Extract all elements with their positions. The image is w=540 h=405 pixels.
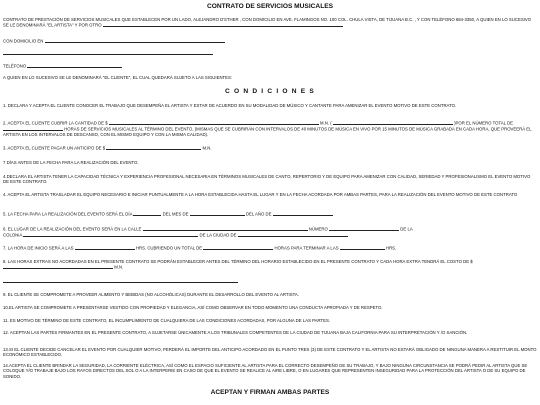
telefono-line	[3, 63, 537, 69]
domicilio-field-2[interactable]	[3, 50, 213, 55]
clause-14: 14.ACEPTA EL CLIENTE BRINDAR LA SEGURIDAD, LA CORRIENTE ELÉCTRICA, ASÍ COMO EL ESPACIO SUFICIENTE AL ARTISTA PARA EL CORRECTO DESEMPEÑO DE SU TRABAJO, Y BAJO NINGUNA CIRCUNSTANCIA SE PODRÁ PEDIR AL ARTISTA QUE SE COLOQUE Y/O TRABAJE BAJO LOS RAYOS DIRECTOS DEL SOL O A LA INTERPERIE EN CASO DE QUE EL EVENTO SE REALICE AL AIRE LIBRE, O EN LUGARES QUE REPRESENTEN INSEGURIDAD PARA LA PROTECCIÓN DEL ARTISTA O DE SU EQUIPO DE SONIDO.	[3, 363, 528, 379]
clause-3	[3, 145, 537, 151]
event-day-field[interactable]	[133, 211, 161, 216]
clause-3-text-b: M.N.	[202, 145, 212, 151]
clause-4b: 4. ACEPTA EL ARTISTA TRASLADAR EL EQUIPO NECESARIO E INICIAR PUNTUALMENTE A LA HORA ESTABLECIDA HASTA EL LUGAR Y EN LA FECHA ACORDADA POR AMBAS PARTES, PARA LA REALIZACIÓN DEL EVENTO MOTIVO DE ESTE CONTRATO	[3, 192, 518, 197]
clause-6-text-b: NÚMERO	[308, 226, 328, 232]
total-hours-field[interactable]	[3, 126, 63, 131]
clause-6	[3, 226, 537, 238]
domicilio-label: CON DOMICILIO EN	[3, 38, 44, 44]
amount-field[interactable]	[109, 120, 319, 125]
clause-1: 1. DECLARA Y ACEPTA EL CLIENTE CONOCER EL TRABAJO QUE DESEMPEÑA EL ARTISTA Y ESTAR DE ACUERDO EN SU MODALIDAD DE MÚSICO Y CANTANTE PARA AMENIZAR EL EVENTO MOTIVO DE ESTE CONTRATO.	[3, 103, 457, 108]
clause-13: 13.SI EL CLIENTE DECIDE CANCELAR EL EVENTO POR CUALQUIER MOTIVO, PERDERÁ EL IMPORTE DEL ANTICIPO ACORDADO EN EL PUNTO TRES (3) DE ESTE CONTRATO Y EL ARTISTA NO ESTARÁ OBLIGADO DE NINGUNA MANERA A RESTITUIR EL MONTO ECONÓMICO ESTABLECIDO.	[3, 347, 537, 358]
anticipo-field[interactable]	[106, 145, 201, 150]
clause-2-text-a: 2. ACEPTA EL CLIENTE CUBRIR LA CANTIDAD DE $	[3, 120, 108, 126]
clause-6-text-d: COLONIA	[3, 232, 23, 238]
clause-8-text-a: 8. LAS HORAS EXTRAS NO ACORDADAS EN EL PRESENTE CONTRATO SE PODRÁN ESTABLECER ANTES DEL TÉRMINO DEL HORARIO ESTABLECIDO EN EL PRESENTE CONTRATO Y CADA HORA EXTRA TENDRÁ EL COSTO DE $	[3, 259, 473, 264]
clause-7	[3, 245, 537, 251]
clause-8	[3, 259, 537, 270]
domicilio-line	[3, 38, 537, 44]
clause-7-text-c: HORAS PARA TERMINAR A LAS	[274, 245, 339, 251]
extra-hour-words-field[interactable]	[3, 278, 238, 283]
cliente-line: A QUIEN EN LO SUCESIVO SE LE DENOMINARÁ "EL CLIENTE", EL CUAL QUEDARÁ SUJETO A LAS SIGUIENTES:	[3, 75, 233, 80]
clause-3-text-a: 3. ACEPTA EL CLIENTE PAGAR UN ANTICIPO DE $	[3, 145, 106, 151]
clause-4a: 4.DECLARA EL ARTISTA TENER LA CAPACIDAD TÉCNICA Y EXPERIENCIA PROFESIONAL NECESARIA EN TÉRMINOS MUSICALES DE CANTO, REPERTORIO Y DE EQUIPO PARA AMENIZAR CON CALIDAD, SERIEDAD Y PROFESIONALISMO EL EVENTO MOTIVO DE ESTE CONTRATO.	[3, 174, 531, 185]
clause-7-text-a: 7. LA HORA DE INICIO SERÁ A LAS	[3, 245, 74, 251]
extra-hour-cost-field[interactable]	[3, 264, 113, 269]
event-month-field[interactable]	[190, 211, 245, 216]
clause-2-text-c: )POR EL NÚMERO	[454, 120, 492, 126]
number-field[interactable]	[329, 226, 399, 231]
clause-9: 9. EL CLIENTE SE COMPROMETE A PROVEER ALIMENTO Y BEBIDAS (NO ALCOHÓLICAS) DURANTE EL DESARROLLO DEL EVENTO AL ARTISTA.	[3, 292, 299, 297]
start-time-field[interactable]	[75, 245, 135, 250]
clause-8-line	[3, 278, 537, 284]
clause-5	[3, 211, 537, 217]
clause-2-text-b: M.N. (	[320, 120, 332, 126]
page-title: CONTRATO DE SERVICIOS MUSICALES	[206, 3, 334, 10]
clause-6-text-e: DE LA CIUDAD DE	[199, 232, 237, 238]
domicilio-line-2	[3, 50, 537, 56]
clause-6-text-c: DE LA	[400, 226, 413, 232]
clause-2	[3, 120, 537, 137]
event-year-field[interactable]	[273, 211, 333, 216]
clause-8-text-b: M.N.	[114, 265, 124, 270]
city-field[interactable]	[238, 232, 348, 237]
clause-5-text-b: DEL MES DE	[162, 211, 189, 217]
closing-heading: ACEPTAN Y FIRMAN AMBAS PARTES	[210, 389, 330, 396]
clause-6-text-a: 6. EL LUGAR DE LA REALIZACIÓN DEL EVENTO SERÁ EN LA CALLE	[3, 226, 142, 232]
clause-11: 11. ES MOTIVO DE TÉRMINO DE ESTE CONTRATO, EL INCUMPLIMIENTO DE CUALQUIERA DE LAS CONDICIONES ACORDADAS, POR ALGUNA DE LAS PARTES.	[3, 318, 331, 323]
clause-7-text-d: HRS.	[385, 245, 397, 251]
clause-3-cont: 7 DÍAS ANTES DE LA FECHA PARA LA REALIZACIÓN DEL EVENTO.	[3, 160, 139, 165]
clause-5-text-c: DEL AÑO DE	[245, 211, 272, 217]
condiciones-heading: C O N D I C I O N E S	[224, 88, 316, 95]
intro-paragraph	[3, 17, 537, 28]
clause-10: 10.EL ARTISTA SE COMPROMETE A PRESENTARSE VESTIDO CON PROPIEDAD Y ELEGANCIA, ASÍ COMO OBSERVAR EN TODO MOMENTO UNA CONDUCTA APROPIADA Y DE RESPETO.	[3, 305, 383, 310]
intro-text: CONTRATO DE PRESTACIÓN DE SERVICIOS MUSICALES QUE ESTABLECEN POR UN LADO, ALEJANDRO D'STHER , CON DOMICILIO EN AVE. FLAMINGOS NO. 100 COL. CHULA VISTA, DE TIJUANA B.C. , Y CON TELÉFONO 684-3350, A QUIEN EN LO SUCESIVO SE LE DENOMINARÁ "EL ARTISTA" Y POR OTRO	[3, 17, 532, 28]
street-field[interactable]	[143, 226, 308, 231]
telefono-label: TELÉFONO	[3, 63, 27, 69]
domicilio-field[interactable]	[45, 38, 225, 43]
telefono-field[interactable]	[27, 63, 122, 68]
clause-2-text-e: HORAS DE SERVICIOS MUSICALES AL TÉRMINO DEL EVENTO, (MISMAS QUE SE CUBRIRÁN CON INTERVALOS DE 40 MINUTOS DE MÚSICA EN VIVO POR 15 MINUTOS DE MÚSICA GRABADA EN CADA HORA, QUE PROVEERÁ EL ARTISTA EN LOS INTERVALOS DE DESCANSO, CON EL MISMO EQUIPO Y CON LA MISMA CALIDAD).	[3, 126, 532, 137]
clause-2-text-d: TOTAL DE	[492, 120, 514, 126]
other-party-name-field[interactable]	[103, 22, 343, 27]
colonia-field[interactable]	[23, 232, 198, 237]
clause-5-text-a: 5. LA FECHA PARA LA REALIZACIÓN DEL EVENTO SERÁ EL DÍA	[3, 211, 133, 217]
clause-12: 12. ACEPTAN LAS PARTES FIRMANTES EN EL PRESENTE CONTRATO, A SUJETARSE ÚNICAMENTE A LOS TRIBUNALES COMPETENTES DE LA CIUDAD DE TIJUANA BAJA CALIFORNIA PARA SU INTERPRETACIÓN Y /O SANCIÓN.	[3, 330, 468, 335]
amount-words-field[interactable]	[333, 120, 453, 125]
clause-7-text-b: HRS. CUBRIENDO UN TOTAL DE	[135, 245, 203, 251]
end-time-field[interactable]	[340, 245, 385, 250]
total-hours-2-field[interactable]	[203, 245, 273, 250]
